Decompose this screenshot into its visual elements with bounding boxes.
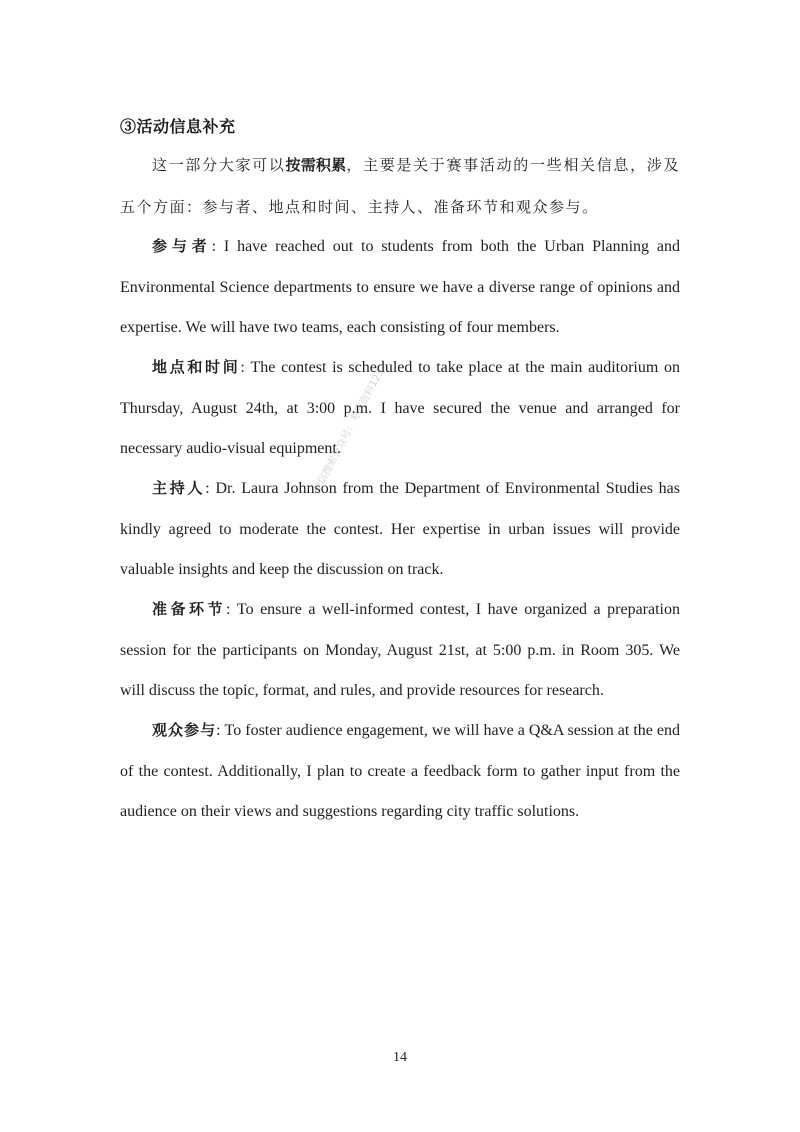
intro-part-2: ，主要是关于赛事活动的一些相关信息，涉及五个方面：参与者、地点和时间、主持人、准备环节和观众参与。 [120,156,680,216]
audience-label: 观众参与 [152,721,217,739]
intro-paragraph [120,145,680,228]
participants-label: 参与者 [152,237,212,255]
moderator-label: 主持人 [152,479,206,497]
watermark: 微信搜索公众号：考研资料123 [311,367,387,496]
section-heading: ③活动信息补充 [120,117,236,136]
venue-time-paragraph [120,347,680,470]
participants-text: : I have reached out to students from both the Urban Planning and Environmental Science departments to ensure we have a diverse range of opinions and expertise. We will have two teams, each consisting of four members. [120,238,680,336]
moderator-text: : Dr. Laura Johnson from the Department of Environmental Studies has kindly agreed to moderate the contest. Her expertise in urban issues will provide valuable insights and keep the discussion on track. [120,480,680,578]
audience-text: : To foster audience engagement, we will have a Q&A session at the end of the contest. Additionally, I plan to create a feedback form to gather input from the audience on their views and suggestions regarding city traffic solutions. [120,722,680,820]
preparation-paragraph [120,589,680,712]
venue-time-label: 地点和时间 [152,358,241,376]
audience-paragraph [120,710,680,833]
preparation-text: : To ensure a well-informed contest, I have organized a preparation session for the participants on Monday, August 21st, at 5:00 p.m. in Room 305. We will discuss the topic, format, and rules, and provide resources for research. [120,601,680,699]
moderator-paragraph [120,468,680,591]
intro-part-1: 这一部分大家可以 [152,156,286,174]
intro-emphasis: 按需积累 [285,156,347,174]
participants-paragraph [120,226,680,349]
venue-time-text: : The contest is scheduled to take place at the main auditorium on Thursday, August 24th, at 3:00 p.m. I have secured the venue and arranged for necessary audio-visual equipment. [120,359,680,457]
preparation-label: 准备环节 [152,600,226,618]
page-number: 14 [393,1050,407,1065]
